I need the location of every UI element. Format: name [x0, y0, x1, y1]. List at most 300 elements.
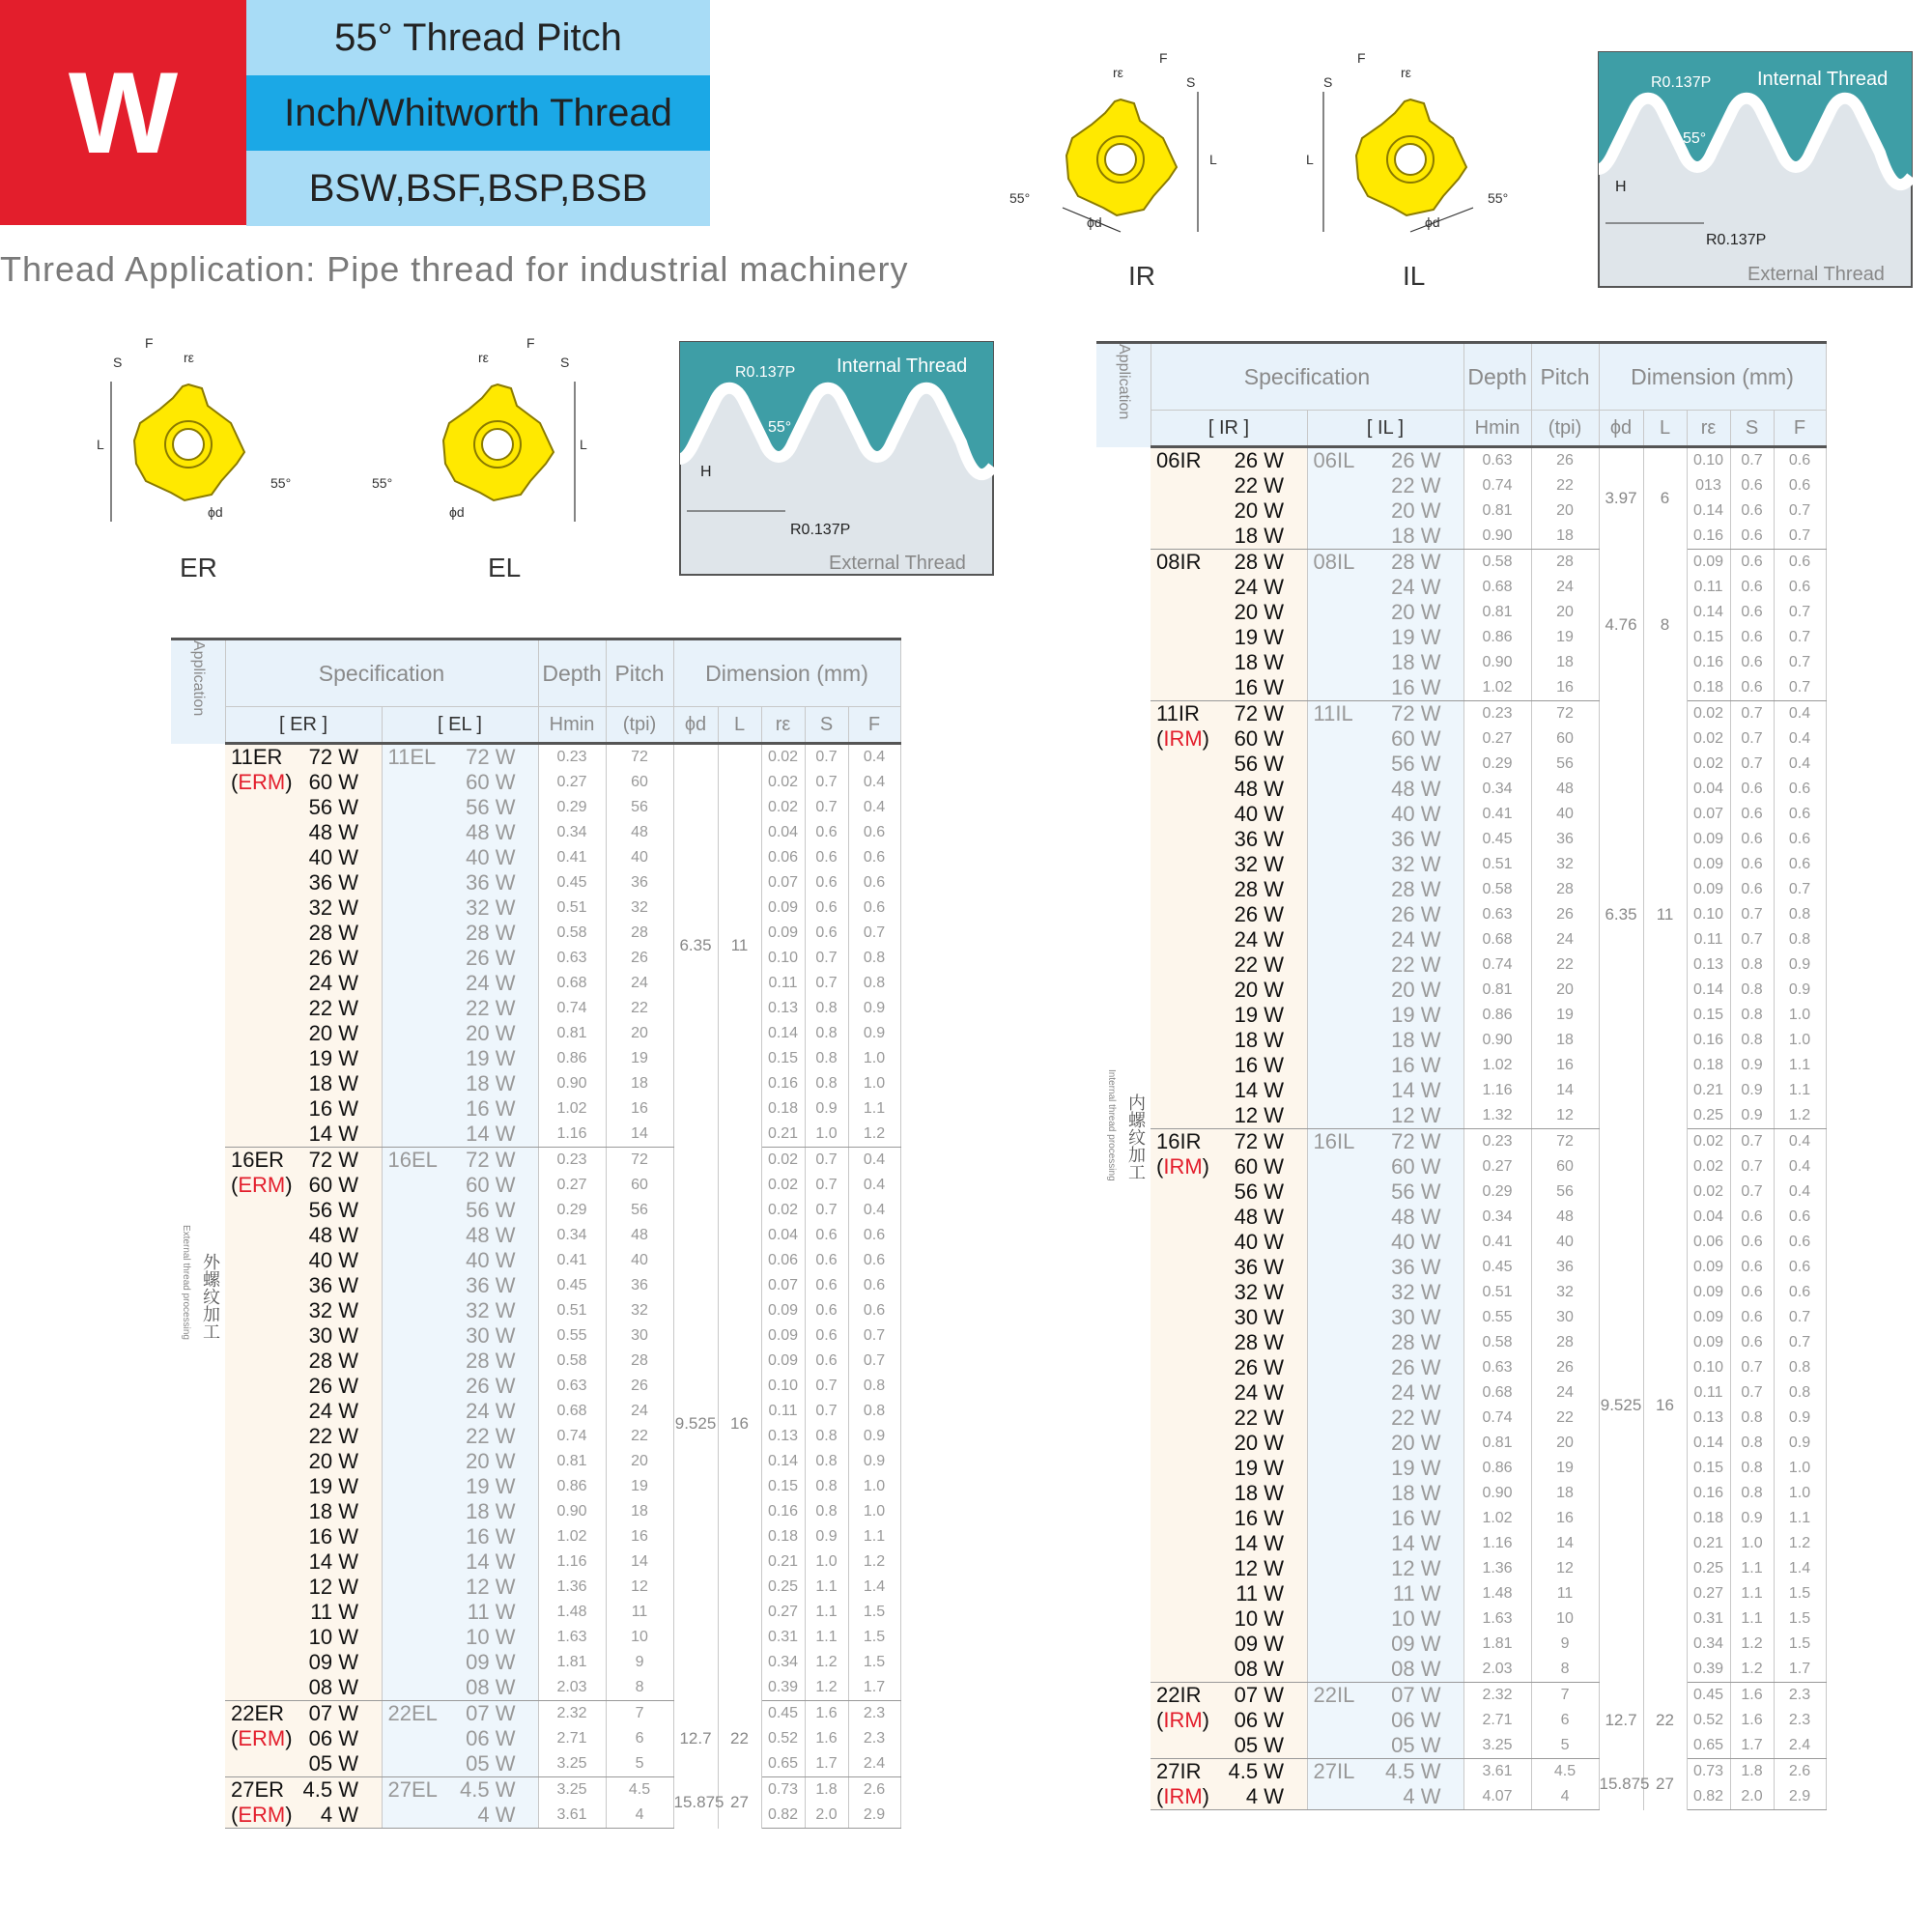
- spec-size: 36 W: [1391, 1255, 1441, 1279]
- table-row: [171, 1046, 900, 1071]
- f-cell: 0.4: [1774, 701, 1826, 727]
- f-cell: 0.6: [1774, 852, 1826, 877]
- spec-primary: [1151, 1053, 1307, 1078]
- s-cell: 0.7: [1730, 1380, 1774, 1406]
- table-row: [1096, 1708, 1826, 1733]
- il-insert-diagram: [1294, 48, 1526, 242]
- re-cell: 0.73: [761, 1777, 805, 1804]
- f-cell: 0.8: [848, 946, 900, 971]
- spec-size: 60 W: [1391, 726, 1441, 751]
- tpi-cell: 22: [606, 996, 673, 1021]
- spec-size: 10 W: [1391, 1606, 1441, 1631]
- l-header: L: [718, 707, 761, 744]
- tpi-cell: 7: [1531, 1683, 1599, 1709]
- s-cell: 1.6: [805, 1701, 848, 1727]
- hmin-cell: 0.90: [538, 1499, 606, 1524]
- spec-size: 40 W: [1391, 1230, 1441, 1254]
- f-cell: 0.7: [1774, 600, 1826, 625]
- spec-size: 40 W: [308, 1248, 358, 1272]
- spec-primary: [1151, 575, 1307, 600]
- spec-size: 18 W: [1391, 650, 1441, 674]
- f-cell: 0.4: [1774, 1179, 1826, 1205]
- re-cell: 0.09: [1687, 1255, 1730, 1280]
- hmin-cell: 0.45: [538, 870, 606, 895]
- s-cell: 1.2: [1730, 1657, 1774, 1683]
- re-cell: 0.04: [1687, 777, 1730, 802]
- table-row: [171, 1248, 900, 1273]
- s-cell: 0.8: [805, 1071, 848, 1096]
- spec-secondary: [382, 1449, 538, 1474]
- f-cell: 1.1: [848, 1096, 900, 1122]
- f-header: F: [1774, 411, 1826, 447]
- hmin-header: Hmin: [538, 707, 606, 744]
- profile2-external-label: External Thread: [829, 553, 966, 574]
- spec-secondary: [1307, 952, 1463, 978]
- side-label-cn: 外螺纹加工: [201, 1252, 220, 1340]
- f-cell: 0.6: [1774, 827, 1826, 852]
- tpi-cell: 12: [1531, 1556, 1599, 1581]
- f-cell: 0.6: [1774, 777, 1826, 802]
- spec-size: 20 W: [466, 1021, 516, 1045]
- spec-secondary: [382, 1650, 538, 1675]
- hmin-cell: 0.34: [538, 820, 606, 845]
- re-cell: 0.09: [1687, 1305, 1730, 1330]
- s-cell: 0.6: [805, 921, 848, 946]
- tpi-cell: 32: [1531, 1280, 1599, 1305]
- er-insert-diagram: [92, 333, 314, 526]
- hmin-cell: 0.27: [1463, 726, 1531, 752]
- spec-size: 12 W: [466, 1575, 516, 1599]
- spec-size: 26 W: [1234, 1355, 1284, 1379]
- s-cell: 0.7: [805, 795, 848, 820]
- spec-size: 11 W: [310, 1600, 358, 1624]
- re-cell: 0.07: [761, 1273, 805, 1298]
- pitch-header: Pitch: [606, 639, 673, 707]
- spec-size: 56 W: [308, 795, 358, 819]
- s-cell: 1.6: [805, 1726, 848, 1751]
- spec-size: 36 W: [308, 1273, 358, 1297]
- re-cell: 0.15: [1687, 1456, 1730, 1481]
- l-header: L: [1643, 411, 1687, 447]
- spec-prefix: (ERM): [231, 1803, 293, 1827]
- spec-primary: [225, 1675, 382, 1701]
- spec-size: 07 W: [308, 1701, 358, 1725]
- s-cell: 0.6: [805, 1323, 848, 1349]
- spec-size: 26 W: [308, 1374, 358, 1398]
- il-label-angle: 55°: [1488, 190, 1509, 206]
- table-row: [171, 1374, 900, 1399]
- spec-size: 32 W: [1234, 852, 1284, 876]
- tpi-cell: 32: [1531, 852, 1599, 877]
- internal-thread-table: [1096, 341, 1827, 1810]
- re-cell: 0.73: [1687, 1759, 1730, 1785]
- table-row: [171, 1273, 900, 1298]
- spec-size: 18 W: [1234, 1028, 1284, 1052]
- spec-secondary: [1307, 726, 1463, 752]
- spec-secondary: [1307, 1129, 1463, 1155]
- re-header: rε: [1687, 411, 1730, 447]
- spec-primary: [1151, 952, 1307, 978]
- table-row: [1096, 1556, 1826, 1581]
- il-label-l: L: [1306, 152, 1314, 167]
- spec-primary: [1151, 1506, 1307, 1531]
- spec-size: 36 W: [1234, 1255, 1284, 1279]
- s-cell: 0.6: [1730, 877, 1774, 902]
- s-cell: 0.6: [1730, 777, 1774, 802]
- spec-secondary: [1307, 1355, 1463, 1380]
- spec-size: 22 W: [308, 1424, 358, 1448]
- spec-secondary: [382, 996, 538, 1021]
- hmin-cell: 0.41: [1463, 802, 1531, 827]
- f-cell: 0.7: [1774, 1305, 1826, 1330]
- spec-size: 30 W: [466, 1323, 516, 1348]
- re-cell: 0.09: [761, 921, 805, 946]
- re-cell: 0.06: [1687, 1230, 1730, 1255]
- spec-size: 12 W: [1391, 1556, 1441, 1580]
- hmin-cell: 0.68: [1463, 575, 1531, 600]
- spec-secondary: [1307, 827, 1463, 852]
- spec-size: 16 W: [1391, 675, 1441, 699]
- er-label-s: S: [113, 355, 123, 370]
- table-row: [1096, 1456, 1826, 1481]
- f-cell: 1.1: [1774, 1078, 1826, 1103]
- spec-primary: [225, 946, 382, 971]
- spec-alt-prefix: ERM: [238, 1803, 286, 1827]
- spec-primary: [1151, 1708, 1307, 1733]
- f-cell: 0.9: [848, 1449, 900, 1474]
- spec-size: 32 W: [1391, 1280, 1441, 1304]
- spec-primary: [1151, 1280, 1307, 1305]
- spec-size: 12 W: [1234, 1103, 1284, 1127]
- hmin-cell: 0.68: [538, 1399, 606, 1424]
- re-cell: 0.52: [1687, 1708, 1730, 1733]
- spec-primary: [225, 1650, 382, 1675]
- spec-size: 4 W: [477, 1803, 516, 1827]
- spec-secondary: [382, 1701, 538, 1727]
- spec-size: 72 W: [1391, 701, 1441, 725]
- hmin-cell: 0.86: [1463, 625, 1531, 650]
- hmin-cell: 3.61: [538, 1803, 606, 1829]
- spec-primary: [1151, 1657, 1307, 1683]
- spec-prefix: 06IL: [1313, 448, 1355, 472]
- hmin-cell: 0.23: [538, 744, 606, 771]
- spec-size: 19 W: [466, 1474, 516, 1498]
- s-cell: 1.2: [1730, 1632, 1774, 1657]
- spec-alt-prefix: IRM: [1163, 1708, 1203, 1732]
- s-cell: 0.7: [805, 1374, 848, 1399]
- spec-size: 19 W: [1234, 1456, 1284, 1480]
- spec-prefix: (IRM): [1156, 1708, 1209, 1732]
- profile-internal-label: Internal Thread: [1757, 69, 1889, 90]
- spec-secondary: [1307, 1380, 1463, 1406]
- f-cell: 0.6: [1774, 1280, 1826, 1305]
- spec-secondary: [382, 1726, 538, 1751]
- spec-secondary: [1307, 1556, 1463, 1581]
- hmin-cell: 3.25: [538, 1777, 606, 1804]
- s-cell: 0.7: [805, 1198, 848, 1223]
- phid-cell: 6.35: [673, 744, 718, 1148]
- spec-prefix: 27EL: [387, 1777, 438, 1802]
- f-cell: 0.8: [1774, 902, 1826, 927]
- s-cell: 1.6: [1730, 1683, 1774, 1709]
- s-cell: 0.6: [1730, 625, 1774, 650]
- hmin-cell: 1.48: [538, 1600, 606, 1625]
- spec-size: 10 W: [466, 1625, 516, 1649]
- re-cell: 0.25: [761, 1575, 805, 1600]
- tpi-cell: 7: [606, 1701, 673, 1727]
- f-cell: 0.7: [1774, 524, 1826, 550]
- hmin-cell: 0.68: [1463, 927, 1531, 952]
- spec-secondary: [382, 1148, 538, 1174]
- f-cell: 2.3: [1774, 1708, 1826, 1733]
- f-cell: 0.6: [848, 845, 900, 870]
- spec-secondary: [1307, 1708, 1463, 1733]
- application-header: Application: [171, 639, 225, 744]
- tpi-cell: 20: [1531, 978, 1599, 1003]
- phid-cell: 3.97: [1599, 447, 1643, 550]
- spec-primary: [1151, 752, 1307, 777]
- s-cell: 0.7: [1730, 1129, 1774, 1155]
- s-cell: 0.8: [1730, 952, 1774, 978]
- spec-primary: [1151, 1355, 1307, 1380]
- spec-primary: [1151, 498, 1307, 524]
- s-cell: 0.6: [1730, 1330, 1774, 1355]
- tpi-cell: 48: [606, 1223, 673, 1248]
- spec-size: 24 W: [1391, 927, 1441, 952]
- spec-primary: [1151, 1179, 1307, 1205]
- f-cell: 2.9: [1774, 1784, 1826, 1810]
- f-cell: 0.7: [1774, 498, 1826, 524]
- spec-secondary: [382, 1248, 538, 1273]
- depth-header: Depth: [538, 639, 606, 707]
- re-cell: 0.02: [1687, 1179, 1730, 1205]
- table-row: [1096, 952, 1826, 978]
- f-cell: 1.1: [848, 1524, 900, 1549]
- tpi-cell: 20: [606, 1021, 673, 1046]
- spec-size: 24 W: [308, 1399, 358, 1423]
- re-cell: 0.27: [1687, 1581, 1730, 1606]
- f-cell: 1.1: [1774, 1506, 1826, 1531]
- f-cell: 1.1: [1774, 1053, 1826, 1078]
- spec-primary: [1151, 802, 1307, 827]
- spec-prefix: (ERM): [231, 770, 293, 794]
- spec-size: 05 W: [466, 1751, 516, 1776]
- spec-primary: [225, 1021, 382, 1046]
- spec-primary: [1151, 1556, 1307, 1581]
- spec-size: 48 W: [1391, 777, 1441, 801]
- hmin-cell: 2.03: [538, 1675, 606, 1701]
- f-cell: 0.4: [848, 770, 900, 795]
- s-cell: 0.8: [1730, 1431, 1774, 1456]
- s-cell: 1.0: [1730, 1531, 1774, 1556]
- table-row: [171, 1021, 900, 1046]
- hmin-cell: 1.02: [538, 1524, 606, 1549]
- spec-size: 26 W: [1391, 448, 1441, 472]
- s-cell: 0.6: [805, 1273, 848, 1298]
- tpi-cell: 22: [606, 1424, 673, 1449]
- spec-size: 08 W: [1234, 1657, 1284, 1681]
- spec-primary: [1151, 1531, 1307, 1556]
- spec-size: 16 W: [1234, 675, 1284, 699]
- re-cell: 0.10: [1687, 447, 1730, 474]
- s-cell: 0.7: [805, 1399, 848, 1424]
- spec-size: 20 W: [466, 1449, 516, 1473]
- spec-primary: [1151, 1103, 1307, 1129]
- hmin-cell: 0.81: [1463, 978, 1531, 1003]
- spec-size: 20 W: [1234, 1431, 1284, 1455]
- spec-prefix: (ERM): [231, 1173, 293, 1197]
- tpi-cell: 24: [1531, 927, 1599, 952]
- spec-size: 20 W: [1234, 498, 1284, 523]
- dimension-header: Dimension (mm): [1599, 343, 1826, 411]
- er-label-re: rε: [184, 350, 194, 365]
- tpi-cell: 20: [606, 1449, 673, 1474]
- re-cell: 0.09: [1687, 877, 1730, 902]
- spec-secondary: [1307, 1759, 1463, 1785]
- re-cell: 0.04: [761, 1223, 805, 1248]
- spec-primary: [225, 1096, 382, 1122]
- s-cell: 1.2: [805, 1675, 848, 1701]
- ir-label-s: S: [1186, 74, 1196, 90]
- spec-secondary: [382, 820, 538, 845]
- spec-primary: [1151, 1759, 1307, 1785]
- s-cell: 1.1: [805, 1625, 848, 1650]
- s-cell: 0.8: [805, 1499, 848, 1524]
- spec-size: 14 W: [1234, 1078, 1284, 1102]
- f-cell: 0.4: [848, 744, 900, 771]
- re-cell: 0.11: [761, 971, 805, 996]
- spec-primary: [1151, 978, 1307, 1003]
- spec-size: 72 W: [466, 745, 516, 769]
- tpi-cell: 60: [1531, 1154, 1599, 1179]
- s-cell: 0.7: [1730, 1179, 1774, 1205]
- spec-header: Specification: [1151, 343, 1463, 411]
- tpi-cell: 24: [1531, 575, 1599, 600]
- hmin-cell: 1.81: [538, 1650, 606, 1675]
- spec-prefix: 27IR: [1156, 1759, 1202, 1783]
- tpi-cell: 4: [1531, 1784, 1599, 1810]
- hmin-cell: 1.36: [1463, 1556, 1531, 1581]
- spec-size: 26 W: [1234, 448, 1284, 472]
- tpi-cell: 28: [1531, 877, 1599, 902]
- spec-size: 11 W: [1392, 1581, 1441, 1605]
- tpi-cell: 19: [606, 1474, 673, 1499]
- s-cell: 0.7: [805, 971, 848, 996]
- spec-secondary: [1307, 1406, 1463, 1431]
- hmin-cell: 2.32: [538, 1701, 606, 1727]
- spec-secondary: [1307, 802, 1463, 827]
- f-cell: 1.0: [1774, 1456, 1826, 1481]
- table-row: [171, 946, 900, 971]
- f-cell: 1.0: [848, 1046, 900, 1071]
- hmin-cell: 0.81: [1463, 600, 1531, 625]
- spec-size: 4.5 W: [460, 1777, 516, 1802]
- tpi-cell: 22: [1531, 473, 1599, 498]
- s-cell: 0.7: [805, 770, 848, 795]
- hmin-cell: 0.55: [538, 1323, 606, 1349]
- table-row: [1096, 498, 1826, 524]
- spec-primary: [225, 1499, 382, 1524]
- f-cell: 0.6: [1774, 1230, 1826, 1255]
- re-cell: 0.02: [1687, 726, 1730, 752]
- spec-size: 28 W: [1391, 1330, 1441, 1354]
- f-cell: 0.8: [848, 1399, 900, 1424]
- spec-prefix: (ERM): [231, 1726, 293, 1750]
- re-cell: 0.14: [761, 1021, 805, 1046]
- spec-secondary: [1307, 701, 1463, 727]
- spec-secondary: [1307, 1683, 1463, 1709]
- tpi-cell: 4.5: [606, 1777, 673, 1804]
- ir-col-header: [ IR ]: [1151, 411, 1307, 447]
- spec-size: 18 W: [1234, 1481, 1284, 1505]
- re-cell: 0.02: [761, 1198, 805, 1223]
- f-cell: 1.2: [848, 1122, 900, 1148]
- side-label-en: External thread processing: [181, 1225, 191, 1340]
- spec-secondary: [382, 895, 538, 921]
- tpi-cell: 10: [1531, 1606, 1599, 1632]
- s-cell: 0.8: [805, 1474, 848, 1499]
- spec-size: 4.5 W: [1385, 1759, 1441, 1783]
- tpi-cell: 18: [1531, 1028, 1599, 1053]
- spec-primary: [1151, 600, 1307, 625]
- spec-primary: [1151, 726, 1307, 752]
- s-cell: 0.7: [1730, 701, 1774, 727]
- spec-secondary: [1307, 575, 1463, 600]
- spec-secondary: [1307, 550, 1463, 576]
- table-row: [1096, 852, 1826, 877]
- spec-primary: [1151, 1305, 1307, 1330]
- spec-secondary: [1307, 1581, 1463, 1606]
- table-row: [1096, 1733, 1826, 1759]
- re-cell: 0.02: [1687, 701, 1730, 727]
- spec-size: 60 W: [1234, 726, 1284, 751]
- table-row: [1096, 1280, 1826, 1305]
- spec-primary: [225, 1474, 382, 1499]
- spec-primary: [1151, 1784, 1307, 1810]
- re-cell: 0.82: [761, 1803, 805, 1829]
- spec-size: 72 W: [1234, 701, 1284, 725]
- spec-secondary: [382, 1675, 538, 1701]
- table-row: [171, 870, 900, 895]
- spec-primary: [1151, 1683, 1307, 1709]
- s-cell: 0.6: [1730, 827, 1774, 852]
- spec-size: 22 W: [466, 1424, 516, 1448]
- spec-size: 07 W: [466, 1701, 516, 1725]
- table-row: [171, 1122, 900, 1148]
- spec-size: 08 W: [466, 1675, 516, 1699]
- s-cell: 0.7: [805, 744, 848, 771]
- tpi-cell: 36: [1531, 827, 1599, 852]
- hmin-cell: 0.58: [538, 1349, 606, 1374]
- hmin-cell: 0.41: [1463, 1230, 1531, 1255]
- f-cell: 0.7: [848, 921, 900, 946]
- s-cell: 1.8: [1730, 1759, 1774, 1785]
- hmin-cell: 4.07: [1463, 1784, 1531, 1810]
- tpi-cell: 36: [606, 870, 673, 895]
- f-cell: 0.9: [1774, 952, 1826, 978]
- spec-secondary: [1307, 1103, 1463, 1129]
- spec-secondary: [1307, 978, 1463, 1003]
- spec-secondary: [1307, 752, 1463, 777]
- hmin-cell: 0.90: [1463, 524, 1531, 550]
- hmin-cell: 0.45: [538, 1273, 606, 1298]
- spec-size: 14 W: [308, 1122, 358, 1146]
- spec-primary: [225, 1524, 382, 1549]
- spec-secondary: [382, 1575, 538, 1600]
- er-col-header: [ ER ]: [225, 707, 382, 744]
- spec-primary: [225, 1449, 382, 1474]
- tpi-cell: 28: [606, 1349, 673, 1374]
